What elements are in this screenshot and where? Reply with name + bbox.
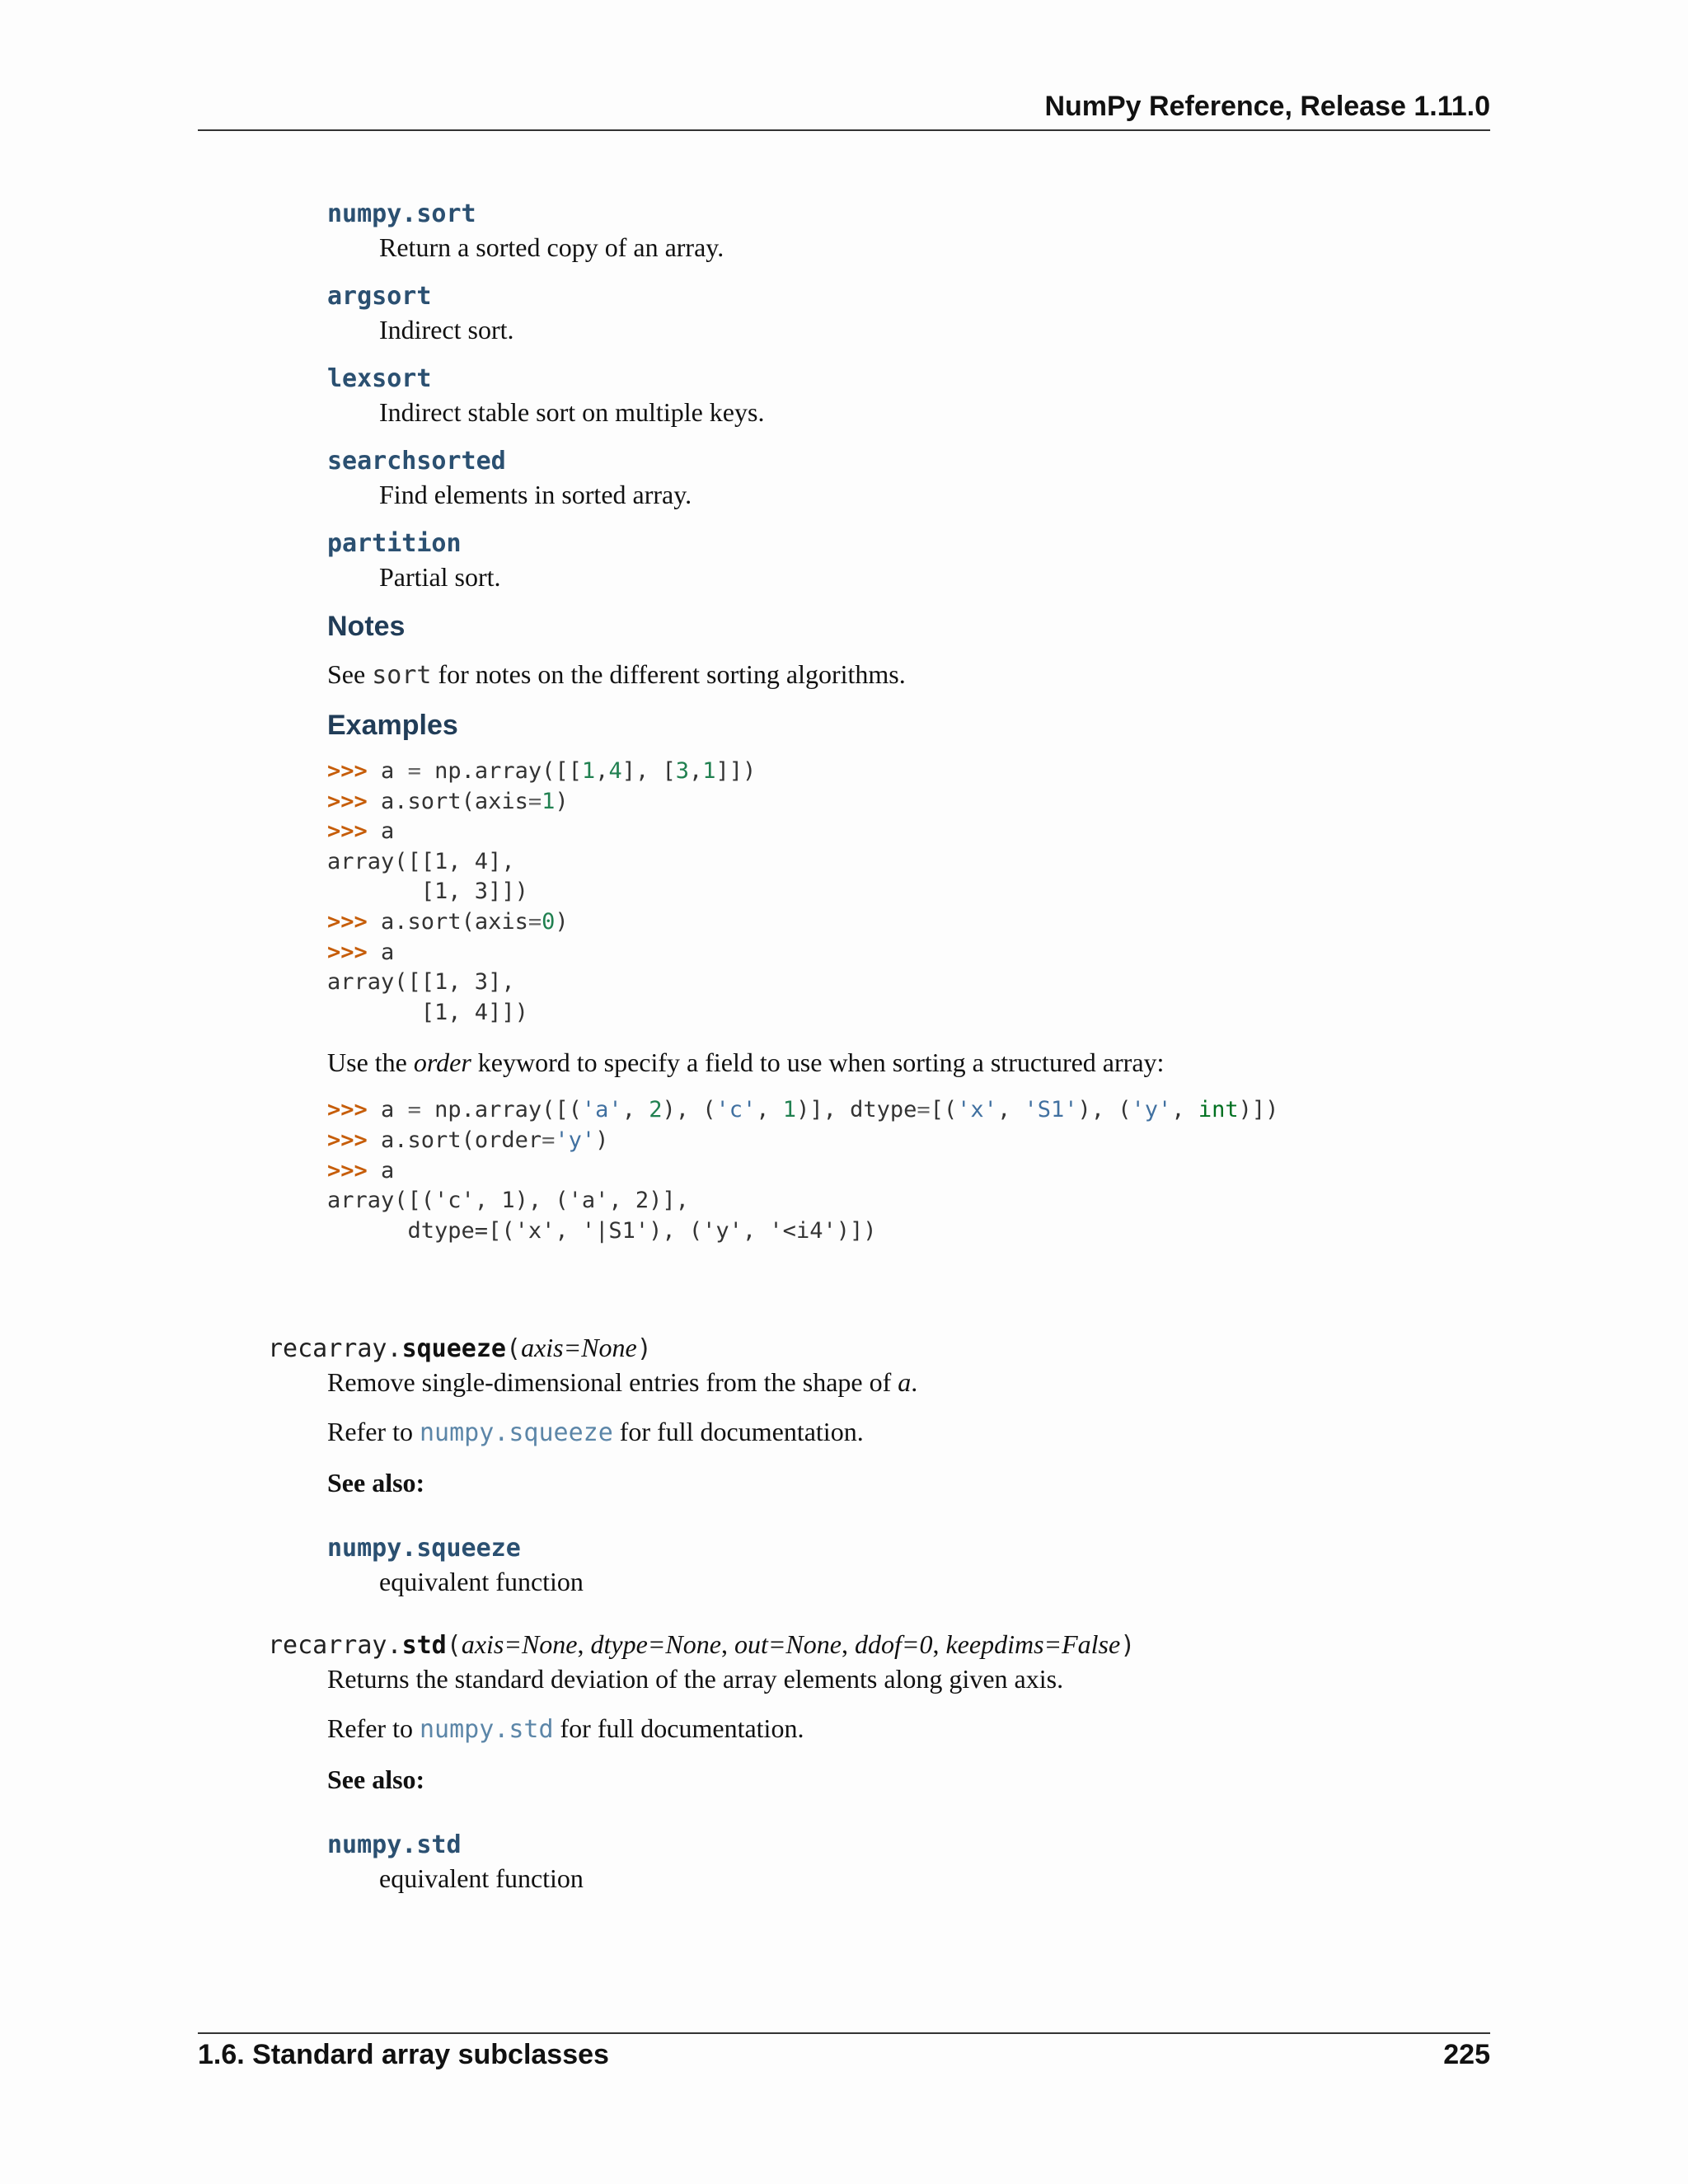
squeeze-refer: Refer to numpy.squeeze for full documentation. [327, 1417, 864, 1447]
seealso-desc: equivalent function [379, 1863, 584, 1893]
method-name: std [401, 1631, 447, 1660]
footer-rule [198, 2032, 1490, 2034]
std-summary: Returns the standard deviation of the array elements along given axis. [327, 1664, 1064, 1694]
sort-method-body [327, 198, 1498, 1264]
seealso-link-argsort[interactable]: argsort [327, 282, 432, 311]
seealso-desc: Return a sorted copy of an array. [379, 232, 724, 262]
std-method [268, 1628, 1496, 1911]
seealso-desc: Find elements in sorted array. [379, 480, 692, 509]
seealso-desc: Partial sort. [379, 562, 501, 592]
running-footer [198, 2039, 1490, 2071]
link-numpy-squeeze[interactable]: numpy.squeeze [419, 1418, 613, 1447]
code-block-sort-axis: >>> a = np.array([[1,4], [3,1]]) >>> a.sort(axis=1) >>> a array([[1, 4], [1, 3]]) >>> a.sort(axis=0) >>> a array([[1, 3], [1, 4]]) [327, 758, 757, 1025]
order-text: Use the order keyword to specify a field to use when sorting a structured array: [327, 1047, 1165, 1078]
see-also-label: See also: [327, 1765, 425, 1794]
seealso-desc: equivalent function [379, 1567, 584, 1596]
seealso-desc: Indirect sort. [379, 315, 514, 344]
squeeze-summary: Remove single-dimensional entries from the shape of a. [327, 1367, 918, 1397]
see-also-label: See also: [327, 1468, 425, 1497]
notes-text: See sort for notes on the different sorting algorithms. [327, 659, 906, 690]
running-header: NumPy Reference, Release 1.11.0 [1044, 91, 1490, 122]
seealso-list [327, 198, 1498, 593]
seealso-link-partition[interactable]: partition [327, 529, 462, 558]
examples-heading: Examples [327, 710, 458, 741]
footer-section: 1.6. Standard array subclasses [198, 2039, 609, 2070]
notes-heading: Notes [327, 611, 406, 642]
seealso-link-lexsort[interactable]: lexsort [327, 364, 432, 393]
squeeze-method [268, 1331, 1496, 1615]
seealso-link-numpy-std[interactable]: numpy.std [327, 1830, 462, 1859]
code-block-sort-order: >>> a = np.array([('a', 2), ('c', 1)], dtype=[('x', 'S1'), ('y', int)]) >>> a.sort(order='y') >>> a array([('c', 1), ('a', 2)], dtype=[('x', '|S1'), ('y', '<i4')]) [327, 1097, 1279, 1244]
method-name: squeeze [401, 1334, 506, 1363]
header-rule [198, 129, 1490, 131]
link-numpy-std[interactable]: numpy.std [419, 1715, 554, 1744]
std-signature: recarray.std(axis=None, dtype=None, out=None, ddof=0, keepdims=False) [268, 1629, 1136, 1660]
seealso-link-numpy-sort[interactable]: numpy.sort [327, 199, 476, 228]
std-refer: Refer to numpy.std for full documentation. [327, 1713, 804, 1744]
seealso-link-numpy-squeeze[interactable]: numpy.squeeze [327, 1534, 521, 1563]
seealso-desc: Indirect stable sort on multiple keys. [379, 397, 765, 427]
squeeze-signature: recarray.squeeze(axis=None) [268, 1333, 652, 1363]
page-number: 225 [1443, 2039, 1490, 2070]
seealso-link-searchsorted[interactable]: searchsorted [327, 447, 506, 476]
inline-code-sort: sort [372, 661, 432, 690]
